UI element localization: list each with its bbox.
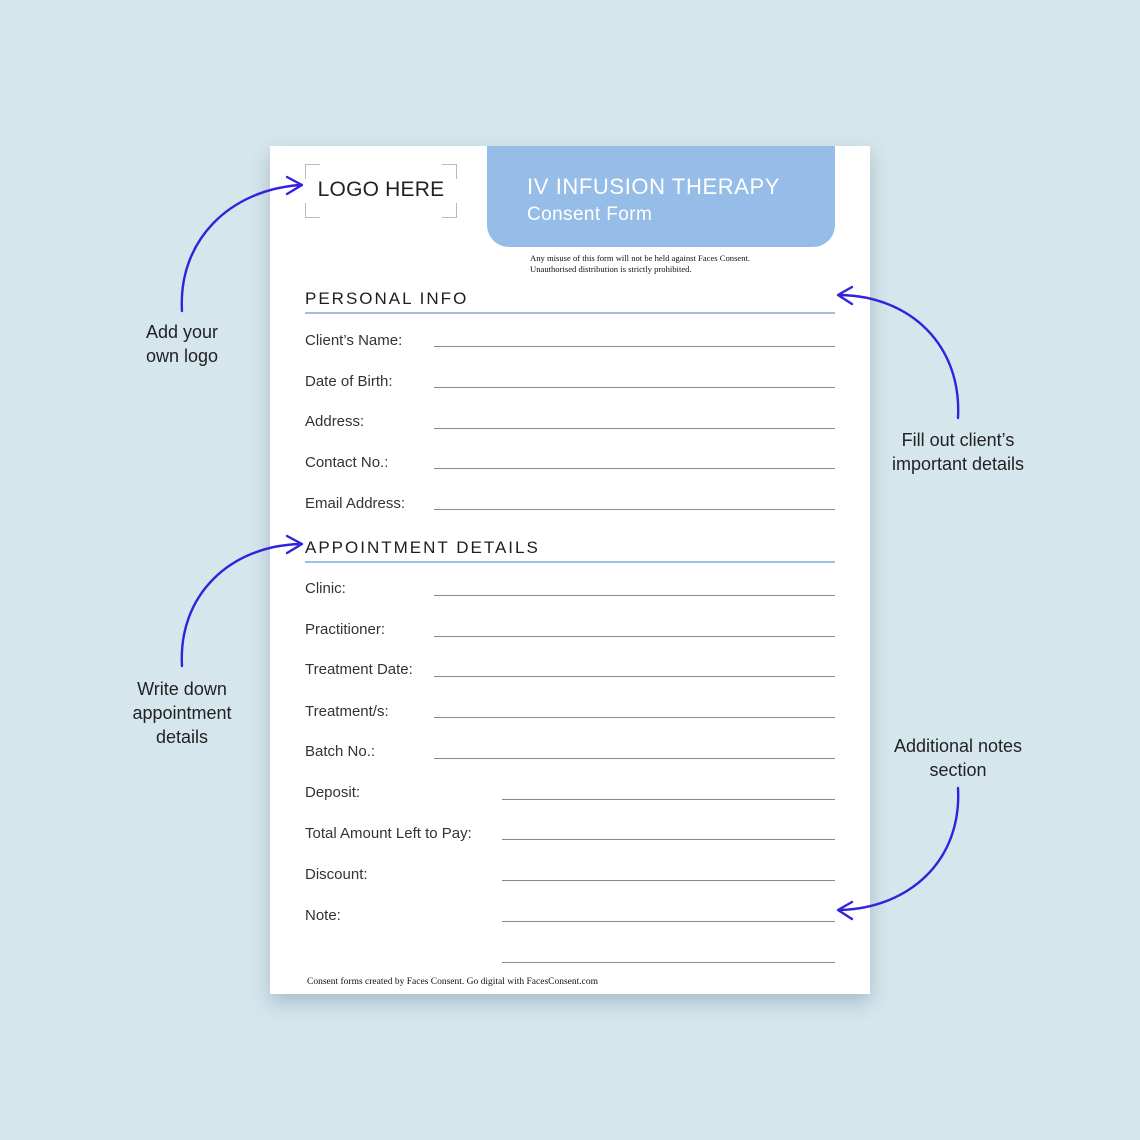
disclaimer-line: Unauthorised distribution is strictly prohibited. [530, 264, 692, 274]
batch-no-label: Batch No.: [305, 743, 376, 760]
contact-no-label: Contact No.: [305, 454, 389, 471]
footer-note: Consent forms created by Faces Consent. Go digital with FacesConsent.com [307, 977, 599, 987]
callout-line: details [155, 727, 209, 747]
arrow-to-appointment [182, 544, 300, 666]
disclaimer-line: Any misuse of this form will not be held against Faces Consent. [530, 253, 751, 263]
callout-line: appointment [132, 703, 232, 723]
arrow-to-notes [840, 788, 958, 910]
deposit-label: Deposit: [305, 784, 361, 801]
callout-line: Additional notes [893, 736, 1023, 756]
callout-line: Add your [145, 322, 219, 342]
treatment-date-label: Treatment Date: [305, 661, 413, 678]
note-label: Note: [305, 907, 341, 924]
callout-line: own logo [145, 346, 219, 366]
treatments-label: Treatment/s: [305, 703, 389, 720]
address-label: Address: [305, 413, 365, 430]
practitioner-label: Practitioner: [305, 621, 386, 638]
callout-line: important details [891, 454, 1025, 474]
form-subtitle: Consent Form [527, 204, 653, 225]
arrow-to-logo [182, 185, 300, 311]
logo-placeholder-text: LOGO HERE [317, 178, 445, 201]
section-title-personal-info: PERSONAL INFO [305, 289, 469, 308]
email-address-label: Email Address: [305, 495, 406, 512]
date-of-birth-label: Date of Birth: [305, 373, 393, 390]
form-title: IV INFUSION THERAPY [527, 174, 781, 199]
clinic-label: Clinic: [305, 580, 346, 597]
arrow-to-personal-info [840, 295, 958, 418]
section-title-appointment-details: APPOINTMENT DETAILS [305, 538, 540, 557]
callout-line: Fill out client’s [901, 430, 1015, 450]
total-amount-label: Total Amount Left to Pay: [305, 825, 472, 842]
callout-line: Write down [137, 679, 227, 699]
client-name-label: Client’s Name: [305, 332, 403, 349]
discount-label: Discount: [305, 866, 368, 883]
callout-line: section [929, 760, 987, 780]
